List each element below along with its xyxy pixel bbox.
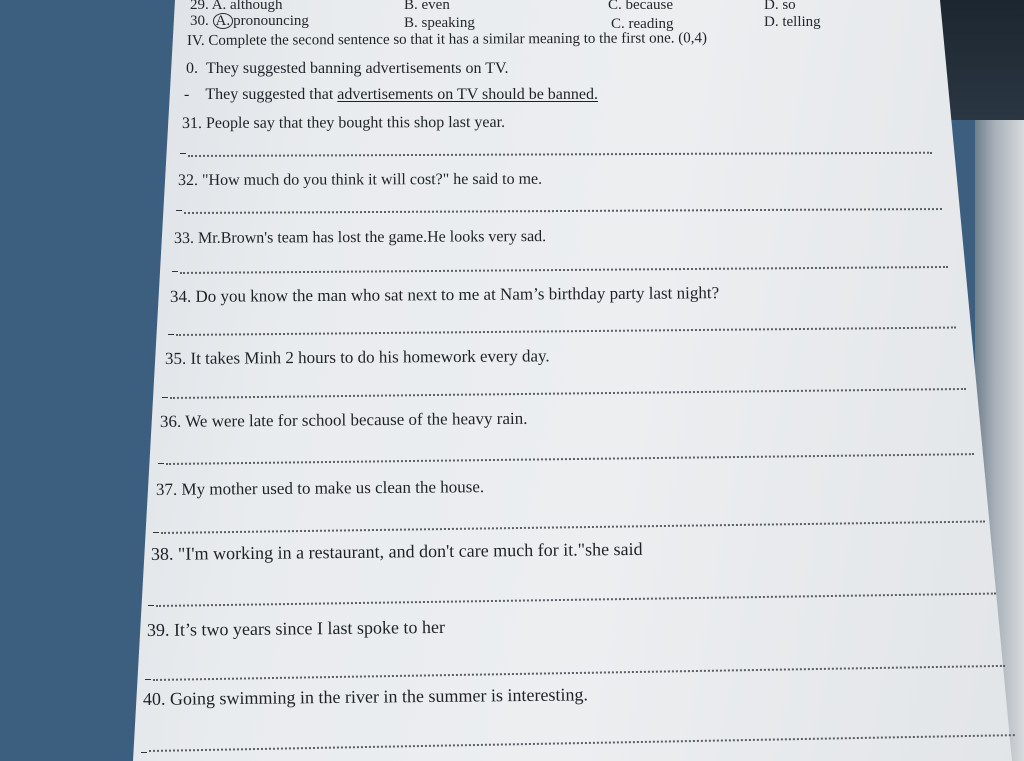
q29-option-a: 29. A. although — [190, 0, 283, 13]
answer-dash-39 — [145, 679, 151, 680]
question-33: 33. Mr.Brown's team has lost the game.He looks very sad. — [173, 228, 547, 247]
answer-dash-32 — [176, 210, 182, 211]
question-31: 31. People say that they bought this shop last year. — [181, 113, 506, 132]
answer-dash-35 — [162, 397, 168, 398]
answer-dash-40 — [141, 752, 147, 753]
background-dark-corner — [940, 0, 1024, 120]
q30-option-d: D. telling — [764, 14, 821, 30]
q29-option-d: D. so — [764, 0, 796, 13]
question-39: 39. It’s two years since I last spoke to her — [146, 616, 446, 640]
answer-dash-36 — [158, 463, 164, 464]
q30-option-a: 30. A. pronouncing — [190, 13, 309, 29]
q29-option-c: C. because — [608, 0, 673, 13]
question-32: 32. "How much do you think it will cost?" he said to me. — [177, 170, 543, 189]
answer-dash-33 — [172, 271, 178, 272]
answer-dash-37 — [153, 532, 159, 533]
q29-option-b: B. even — [404, 0, 450, 13]
question-34: 34. Do you know the man who sat next to me at Nam’s birthday party last night? — [169, 283, 720, 306]
answer-dash-31 — [180, 153, 186, 154]
question-35: 35. It takes Minh 2 hours to do his homework every day. — [164, 346, 550, 368]
question-40: 40. Going swimming in the river in the summer is interesting. — [142, 684, 589, 709]
question-37: 37. My mother used to make us clean the house. — [155, 477, 485, 499]
q30-option-b: B. speaking — [404, 15, 475, 31]
answer-dash-34 — [168, 334, 174, 335]
q30-option-c: C. reading — [611, 16, 674, 32]
example-question: 0. They suggested banning advertisements on TV. — [186, 60, 509, 77]
section-heading: IV. Complete the second sentence so that it has a similar meaning to the first one. (0,4) — [186, 30, 708, 49]
q30-circled-answer: A. — [213, 13, 234, 29]
question-38: 38. "I'm working in a restaurant, and don't care much for it."she said — [150, 538, 643, 564]
question-36: 36. We were late for school because of the heavy rain. — [159, 408, 528, 431]
example-answer: - They suggested that advertisements on TV should be banned. — [184, 86, 598, 103]
answer-dash-38 — [148, 605, 154, 606]
